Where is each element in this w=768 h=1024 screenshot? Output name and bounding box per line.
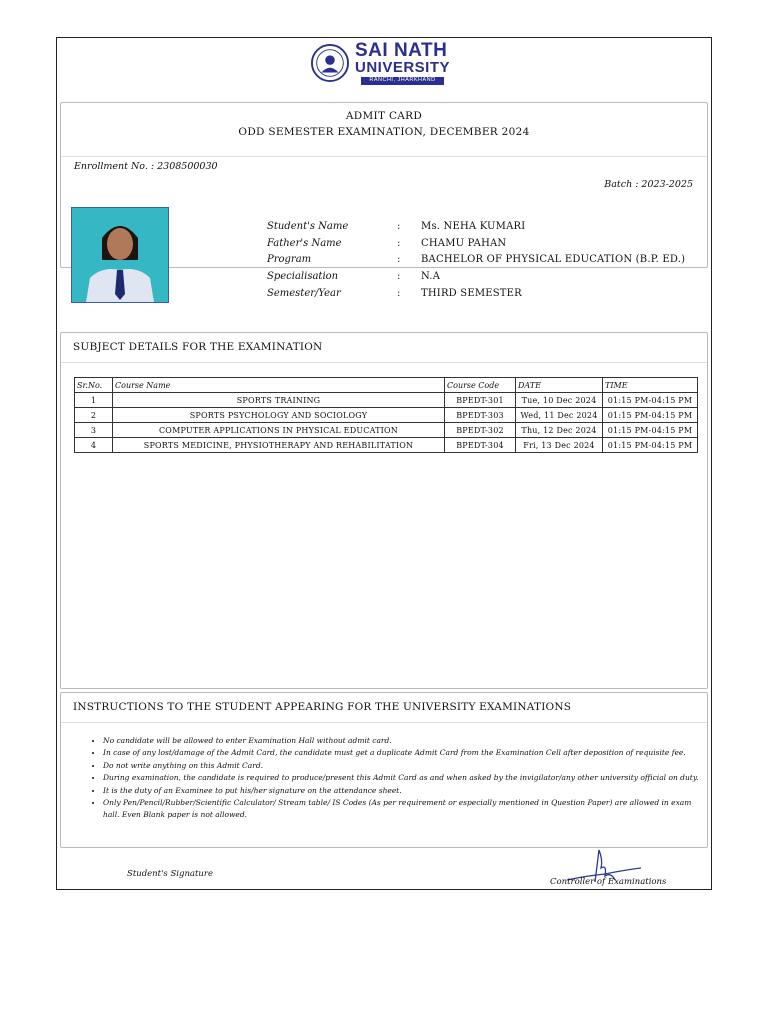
list-item: • It is the duty of an Examinee to put his/her signature on the attendance sheet.	[103, 785, 707, 797]
col-time: TIME	[603, 378, 698, 393]
admit-card-frame	[56, 37, 712, 890]
list-item: • Only Pen/Pencil/Rubber/Scientific Calculator/ Stream table/ IS Codes (As per requirement or especially mentioned in Question Paper) are allowed in exam hall. Even Blank paper is not allowed.	[103, 797, 707, 822]
detail-row-program: Program : BACHELOR OF PHYSICAL EDUCATION (B.P. ED.)	[267, 254, 686, 266]
col-srno: Sr.No.	[75, 378, 113, 393]
table-row: 2 SPORTS PSYCHOLOGY AND SOCIOLOGY BPEDT-303 Wed, 11 Dec 2024 01:15 PM-04:15 PM	[75, 408, 698, 423]
university-logo	[311, 41, 450, 85]
university-sub: UNIVERSITY	[355, 59, 451, 77]
university-seal-icon	[311, 44, 349, 82]
list-item: • Do not write anything on this Admit Card.	[103, 760, 707, 772]
table-row: 4 SPORTS MEDICINE, PHYSIOTHERAPY AND REHABILITATION BPEDT-304 Fri, 13 Dec 2024 01:15 PM-04:15 PM	[75, 438, 698, 453]
enrollment-number: Enrollment No. : 2308500030	[74, 161, 218, 172]
semester: THIRD SEMESTER	[421, 287, 522, 299]
father-name: CHAMU PAHAN	[421, 237, 507, 249]
col-date: DATE	[516, 378, 603, 393]
student-signature-label: Student's Signature	[127, 869, 213, 879]
admit-card-header	[61, 110, 707, 157]
exam-title: ODD SEMESTER EXAMINATION, DECEMBER 2024	[238, 126, 530, 138]
table-header-row	[75, 378, 698, 393]
col-course-code: Course Code	[445, 378, 516, 393]
detail-row-name: Student's Name : Ms. NEHA KUMARI	[267, 220, 526, 232]
instructions-list	[61, 723, 707, 822]
detail-row-father: Father's Name : CHAMU PAHAN	[267, 237, 507, 249]
student-photo	[71, 207, 169, 303]
program: BACHELOR OF PHYSICAL EDUCATION (B.P. ED.)	[421, 254, 686, 266]
specialisation: N.A	[421, 270, 441, 282]
batch: Batch : 2023-2025	[604, 179, 693, 190]
university-location: RANCHI, JHARKHAND	[361, 77, 443, 85]
subject-details-section	[60, 332, 708, 689]
admit-card-details	[60, 102, 708, 299]
student-name: Ms. NEHA KUMARI	[421, 220, 526, 232]
student-details	[267, 218, 685, 301]
controller-signature-label: Controller of Examinations	[550, 877, 667, 887]
admit-card-title: ADMIT CARD	[345, 110, 423, 122]
instructions-title: INSTRUCTIONS TO THE STUDENT APPEARING FOR THE UNIVERSITY EXAMINATIONS	[61, 693, 707, 723]
instructions-section	[60, 692, 708, 848]
list-item: • No candidate will be allowed to enter Examination Hall without admit card.	[103, 735, 707, 747]
col-course-name: Course Name	[113, 378, 445, 393]
detail-row-semester: Semester/Year : THIRD SEMESTER	[267, 287, 522, 299]
university-name: SAI NATH	[355, 40, 448, 62]
list-item: • During examination, the candidate is required to produce/present this Admit Card as and when asked by the invigilator/any other university official on duty.	[103, 772, 707, 784]
table-row: 1 SPORTS TRAINING BPEDT-301 Tue, 10 Dec 2024 01:15 PM-04:15 PM	[75, 393, 698, 408]
list-item: • In case of any lost/damage of the Admit Card, the candidate must get a duplicate Admit Card from the Examination Cell after deposition of requisite fee.	[103, 747, 707, 759]
student-photo-icon	[72, 208, 168, 302]
detail-row-specialisation: Specialisation : N.A	[267, 270, 441, 282]
table-row: 3 COMPUTER APPLICATIONS IN PHYSICAL EDUCATION BPEDT-302 Thu, 12 Dec 2024 01:15 PM-04:15 PM	[75, 423, 698, 438]
subject-details-title: SUBJECT DETAILS FOR THE EXAMINATION	[61, 333, 707, 363]
subject-table	[74, 377, 698, 453]
